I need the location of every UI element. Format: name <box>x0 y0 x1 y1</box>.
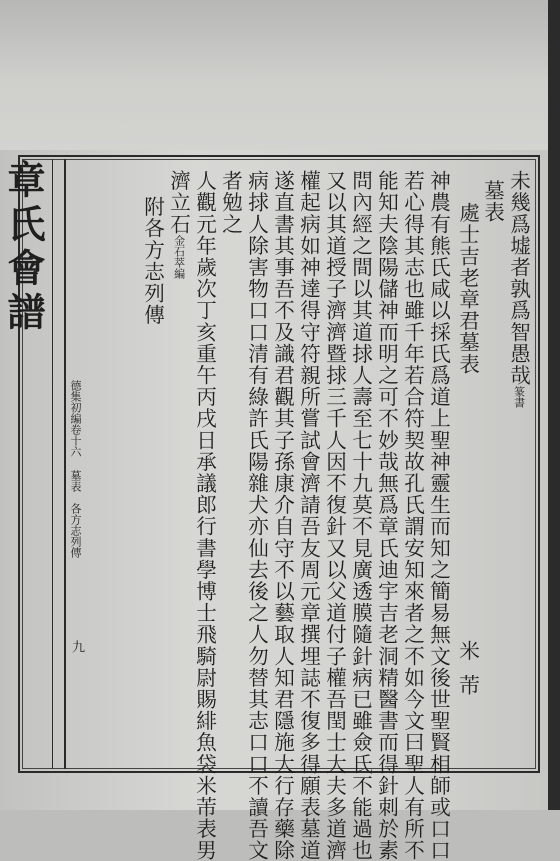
text-line-10: 遂直書其事吾不及識君觀其子孫康介自守不以藝取人知君隱施大行存藥除 <box>270 170 295 861</box>
text-line-15: 附各方志列傳 <box>140 196 165 326</box>
page-number: 九 <box>69 640 84 653</box>
text-line-6: 能知夫陰陽儲神而明之可不妙哉無爲章氏迪宇吉老洞精醫書而得針刺於素 <box>374 170 399 861</box>
volume-info: 德集初編卷十六 <box>69 380 82 457</box>
text-line-14: 濟立石金石萃編 <box>166 170 191 279</box>
text-line-5: 若心得其志也雖千年若合符契故孔氏謂安知來者之不如今文曰聖人有所不 <box>400 170 425 861</box>
text-line-12: 者勉之 <box>218 170 243 235</box>
text-line-9: 權起病如神達得守符親所嘗試會濟請吾友周元章撰埋誌不復多得願表墓道 <box>296 170 321 861</box>
top-blank-margin <box>0 0 560 150</box>
text-line-11: 病捄人除害物口口清有綠許氏陽雜犬亦仙去後之人勿替其志口口不讀吾文 <box>244 170 269 861</box>
annotation-source: 金石萃編 <box>172 234 186 279</box>
section-info: 墓表 各方志列傳 <box>69 470 82 558</box>
text-line-8: 又以其道授子濟濟暨捄三千人因不復針又以父道付子權吾閏士大夫多道濟 <box>322 170 347 861</box>
text-line-4: 神農有熊氏咸以採氏爲道上聖神靈生而知之簡易無文後世聖賢相師或口口 <box>426 170 451 861</box>
text-line-7: 問內經之間以其道捄人壽至七十九莫不見廣透膜隨針病已雖僉氏不能過也 <box>348 170 373 861</box>
annotation-seal-script: 篆書 <box>512 386 526 408</box>
epitaph-title: 處士吉老章君墓表 <box>455 202 480 375</box>
section-heading: 墓表 <box>480 180 505 224</box>
scan-edge <box>548 0 560 810</box>
gutter-line-left <box>52 159 53 769</box>
text-line-1: 未幾爲墟者孰爲智愚哉篆書 <box>506 170 531 408</box>
book-title: 章氏會譜 <box>1 160 46 336</box>
gutter-line-right <box>64 159 66 769</box>
author-name: 米芾 <box>455 640 480 710</box>
text-line-13: 人觀元年歲次丁亥重午丙戌日承議郎行書學博士飛騎尉賜緋魚袋米芾表男 <box>192 170 217 861</box>
